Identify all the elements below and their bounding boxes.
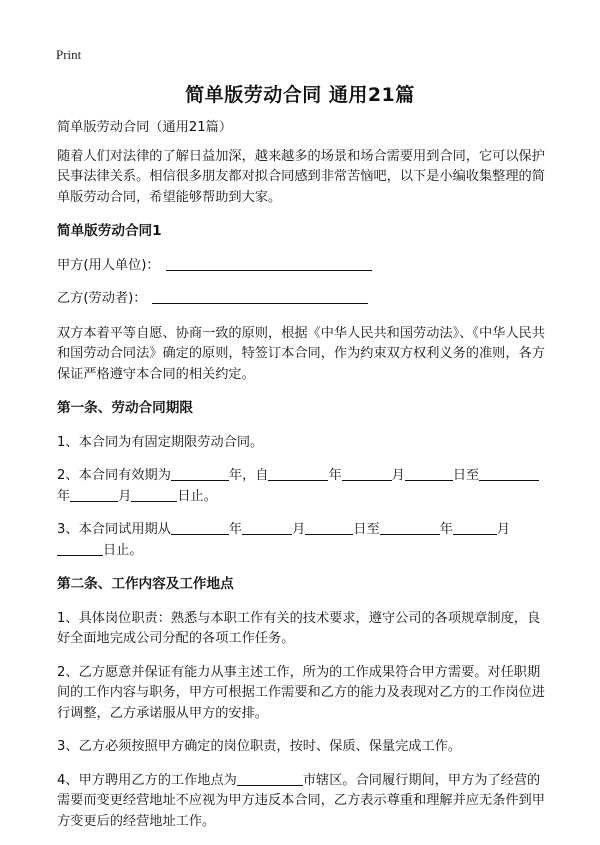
- day-to-label: 日至: [353, 522, 380, 537]
- from-label: ，自: [242, 468, 269, 483]
- term-year-blank[interactable]: [171, 466, 229, 481]
- article1-item3: [57, 520, 547, 561]
- preamble-paragraph: 双方本着平等自愿、协商一致的原则，根据《中华人民共和国劳动法》、《中华人民共和国劳动合同法》确定的原则，特签订本合同，作为约束双方权利义务的准则，各方保证严格遵守本合同的相关约定。: [57, 325, 545, 382]
- year-label: 年: [228, 522, 243, 537]
- party-a-blank[interactable]: [166, 256, 372, 271]
- work-location-blank[interactable]: [237, 771, 303, 786]
- trial-end-year-blank[interactable]: [380, 520, 440, 535]
- item4-suffix: 市辖区。合同履行期间，甲方为了经营的需要而变更经营地址不应视为甲方违反本合同，乙方表示尊重和理解并应无条件到甲方变更后的经营地址工作。: [57, 772, 545, 829]
- article1-item2: [57, 466, 547, 507]
- contract-heading: 简单版劳动合同1: [57, 223, 162, 239]
- end-month-blank[interactable]: [70, 487, 118, 502]
- party-b-label: 乙方(劳动者)：: [57, 291, 147, 306]
- document-body: [57, 118, 547, 845]
- start-month-blank[interactable]: [342, 466, 392, 481]
- start-day-blank[interactable]: [405, 466, 453, 481]
- intro-paragraph: 随着人们对法律的了解日益加深，越来越多的场景和场合需要用到合同，它可以保护民事法律关系。相信很多朋友都对拟合同感到非常苦恼吧，以下是小编收集整理的简单版劳动合同，希望能够帮助到大家。: [57, 148, 545, 205]
- party-a-label: 甲方(用人单位)：: [57, 257, 160, 273]
- start-year-blank[interactable]: [268, 466, 328, 481]
- day-to-label: 日至: [452, 468, 480, 483]
- print-link[interactable]: Print: [56, 47, 82, 62]
- party-b-blank[interactable]: [152, 289, 368, 304]
- article2-item1: 1、具体岗位职责：熟悉与本职工作有关的技术要求，遵守公司的各项规章制度，良好全面地完成公司分配的各项工作任务。: [57, 610, 541, 646]
- item3-prefix: 3、本合同试用期从: [57, 522, 171, 537]
- trial-start-day-blank[interactable]: [305, 520, 353, 535]
- trial-end-day-blank[interactable]: [57, 541, 103, 556]
- year-label: 年: [439, 522, 453, 537]
- year-label: 年: [328, 468, 342, 483]
- document-title: 简单版劳动合同 通用21篇: [185, 84, 415, 106]
- article1-item1: 1、本合同为有固定期限劳动合同。: [57, 434, 264, 450]
- day-end-label: 日止。: [177, 488, 217, 504]
- article2-heading: 第二条、工作内容及工作地点: [57, 576, 234, 592]
- trial-start-year-blank[interactable]: [171, 520, 229, 535]
- party-a-line: [57, 256, 547, 277]
- month-label: 月: [391, 468, 405, 483]
- article2-item3: 3、乙方必须按照甲方确定的岗位职责，按时、保质、保量完成工作。: [57, 739, 462, 754]
- month-label: 月: [292, 522, 306, 537]
- party-b-line: [57, 289, 547, 310]
- month-label: 月: [496, 522, 511, 537]
- article2-item2: 2、乙方愿意并保证有能力从事主述工作，所为的工作成果符合甲方需要。对任职期间的工作内容与职务，甲方可根据工作需要和乙方的能力及表现对乙方的工作岗位进行调整，乙方承诺服从甲方的安排。: [57, 664, 545, 721]
- year-label: 年: [57, 488, 71, 504]
- trial-end-month-blank[interactable]: [453, 520, 497, 535]
- end-day-blank[interactable]: [131, 487, 177, 502]
- year-label: 年: [228, 468, 243, 483]
- document-subtitle: 简单版劳动合同（通用21篇）: [57, 120, 233, 135]
- article2-item4: [57, 771, 547, 833]
- end-year-blank[interactable]: [479, 466, 539, 481]
- month-label: 月: [118, 488, 132, 504]
- trial-start-month-blank[interactable]: [242, 520, 292, 535]
- item2-prefix: 2、本合同有效期为: [57, 468, 171, 483]
- day-end-label: 日止。: [103, 542, 143, 558]
- article1-heading: 第一条、劳动合同期限: [57, 400, 193, 416]
- item4-prefix: 4、甲方聘用乙方的工作地点为: [57, 772, 237, 788]
